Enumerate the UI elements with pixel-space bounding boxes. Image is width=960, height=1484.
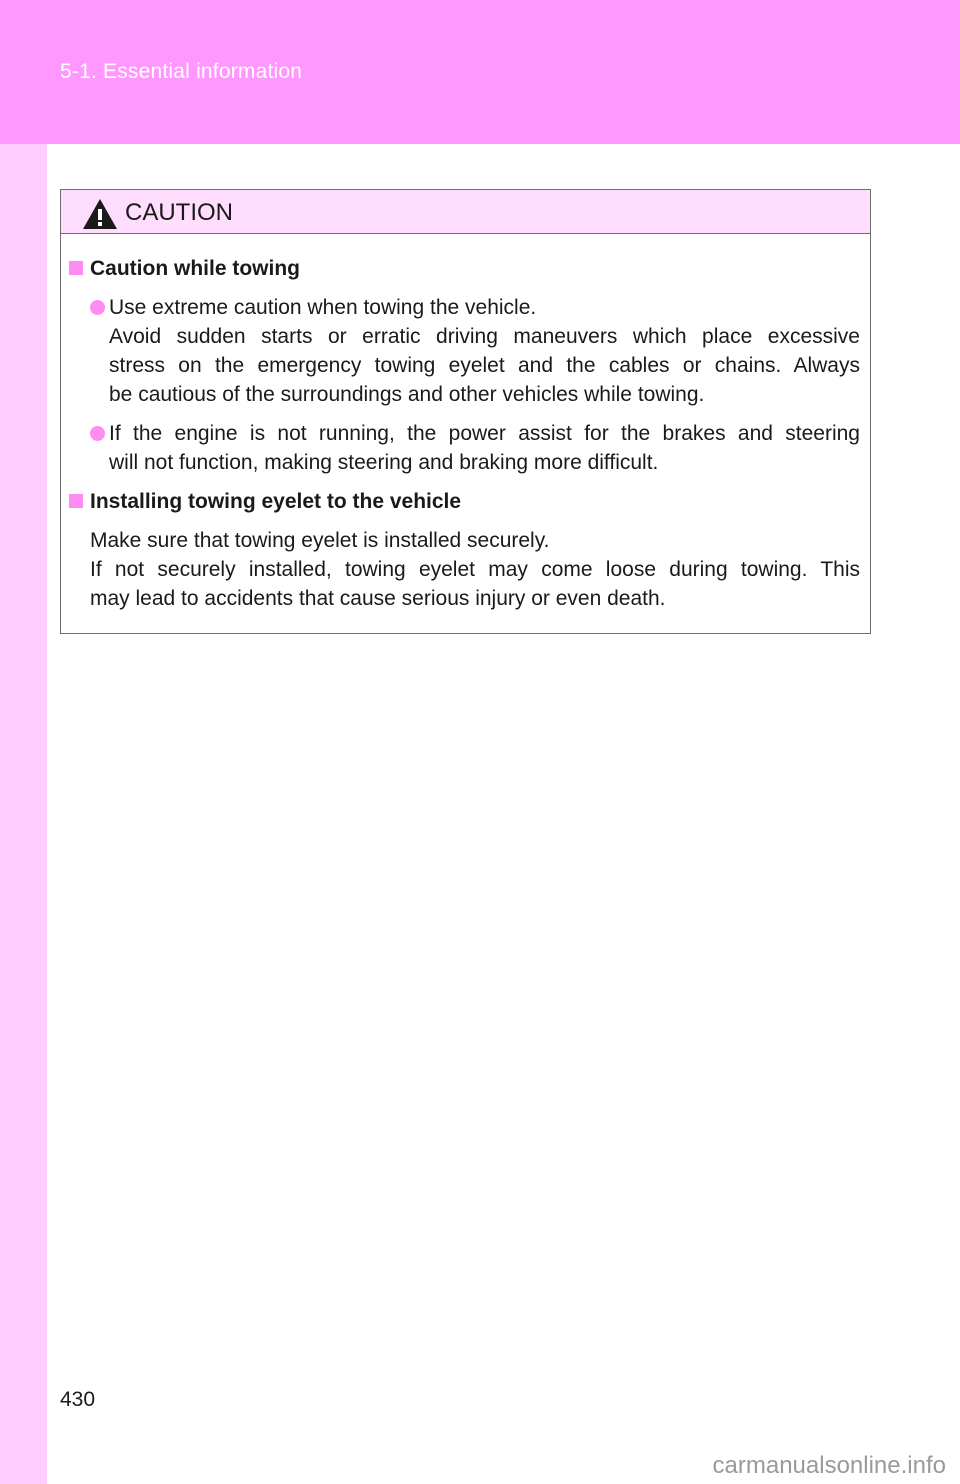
- square-bullet-icon: [69, 261, 83, 275]
- subheading-installing-towing-eyelet: [69, 487, 860, 516]
- section-title: 5-1. Essential information: [60, 60, 303, 83]
- warning-triangle-icon: [82, 198, 118, 230]
- paragraph-line: may lead to accidents that cause serious injury or even death.: [90, 587, 666, 610]
- bullet-item: [69, 419, 860, 477]
- bullet-text-line: Use extreme caution when towing the vehicle.: [109, 296, 537, 319]
- caution-header: [61, 190, 870, 234]
- paragraph-line: If not securely installed, towing eyelet may come loose during towing. This: [90, 558, 860, 581]
- bullet-text-line: be cautious of the surroundings and other vehicles while towing.: [109, 383, 705, 406]
- round-bullet-icon: [90, 300, 105, 315]
- watermark: carmanualsonline.info: [712, 1452, 946, 1479]
- bullet-text-line: Avoid sudden starts or erratic driving maneuvers which place excessive: [109, 325, 860, 348]
- page-number: 430: [60, 1388, 96, 1411]
- bullet-text-line: If the engine is not running, the power assist for the brakes and steering: [109, 422, 860, 445]
- bullet-text-line: will not function, making steering and braking more difficult.: [109, 451, 659, 474]
- caution-box: [60, 189, 871, 634]
- bullet-item: [69, 293, 860, 409]
- side-strip: [0, 144, 47, 1484]
- subheading-caution-while-towing: [69, 254, 860, 283]
- paragraph-line: Make sure that towing eyelet is installed securely.: [90, 529, 550, 552]
- round-bullet-icon: [90, 426, 105, 441]
- subheading-text: Installing towing eyelet to the vehicle: [90, 490, 462, 513]
- square-bullet-icon: [69, 494, 83, 508]
- caution-body: [61, 234, 870, 613]
- bullet-text-line: stress on the emergency towing eyelet and the cables or chains. Always: [109, 354, 860, 377]
- caution-label: CAUTION: [125, 199, 233, 226]
- paragraph: [69, 526, 860, 613]
- subheading-text: Caution while towing: [90, 257, 300, 280]
